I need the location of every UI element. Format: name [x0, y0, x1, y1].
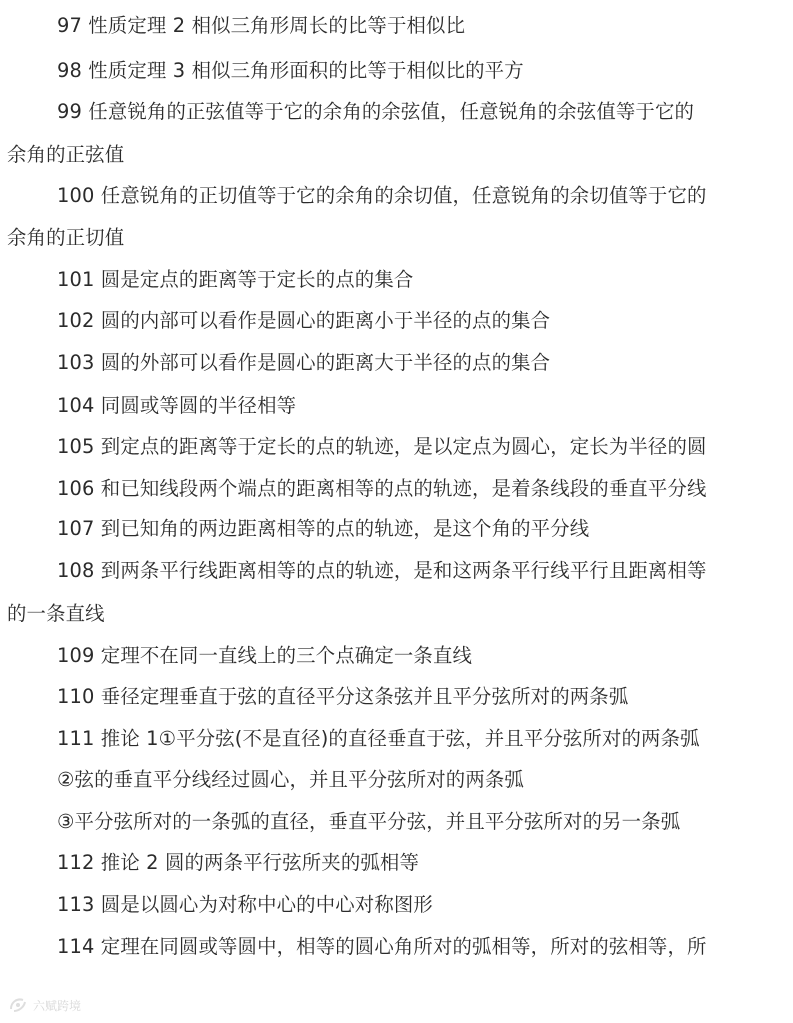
watermark [8, 993, 81, 1017]
text-line: 111 推论 1①平分弦(不是直径)的直径垂直于弦，并且平分弦所对的两条弧 [57, 727, 700, 750]
watermark-logo-icon [8, 995, 28, 1015]
text-line: ③平分弦所对的一条弧的直径，垂直平分弦，并且平分弦所对的另一条弧 [57, 810, 681, 833]
text-line: 110 垂径定理垂直于弦的直径平分这条弦并且平分弦所对的两条弧 [57, 685, 629, 708]
watermark-text: 六赋跨境 [33, 998, 82, 1013]
text-line: 102 圆的内部可以看作是圆心的距离小于半径的点的集合 [57, 309, 551, 332]
text-line: 98 性质定理 3 相似三角形面积的比等于相似比的平方 [57, 59, 524, 82]
text-line: ②弦的垂直平分线经过圆心，并且平分弦所对的两条弧 [57, 768, 524, 791]
text-line: 105 到定点的距离等于定长的点的轨迹，是以定点为圆心，定长为半径的圆 [57, 435, 707, 458]
text-line: 97 性质定理 2 相似三角形周长的比等于相似比 [57, 14, 466, 37]
text-line: 106 和已知线段两个端点的距离相等的点的轨迹，是着条线段的垂直平分线 [57, 477, 707, 500]
text-line: 余角的正切值 [7, 226, 125, 249]
text-line: 107 到已知角的两边距离相等的点的轨迹，是这个角的平分线 [57, 517, 590, 540]
text-line: 109 定理不在同一直线上的三个点确定一条直线 [57, 644, 473, 667]
text-line: 的一条直线 [7, 602, 105, 625]
text-line: 99 任意锐角的正弦值等于它的余角的余弦值，任意锐角的余弦值等于它的 [57, 100, 695, 123]
text-line: 104 同圆或等圆的半径相等 [57, 394, 297, 417]
text-line: 114 定理在同圆或等圆中，相等的圆心角所对的弧相等，所对的弦相等，所 [57, 935, 707, 958]
text-line: 100 任意锐角的正切值等于它的余角的余切值，任意锐角的余切值等于它的 [57, 184, 707, 207]
text-line: 113 圆是以圆心为对称中心的中心对称图形 [57, 893, 433, 916]
text-line: 101 圆是定点的距离等于定长的点的集合 [57, 268, 414, 291]
text-line: 103 圆的外部可以看作是圆心的距离大于半径的点的集合 [57, 351, 551, 374]
text-line: 108 到两条平行线距离相等的点的轨迹，是和这两条平行线平行且距离相等 [57, 559, 707, 582]
text-line: 余角的正弦值 [7, 143, 125, 166]
text-line: 112 推论 2 圆的两条平行弦所夹的弧相等 [57, 851, 419, 874]
